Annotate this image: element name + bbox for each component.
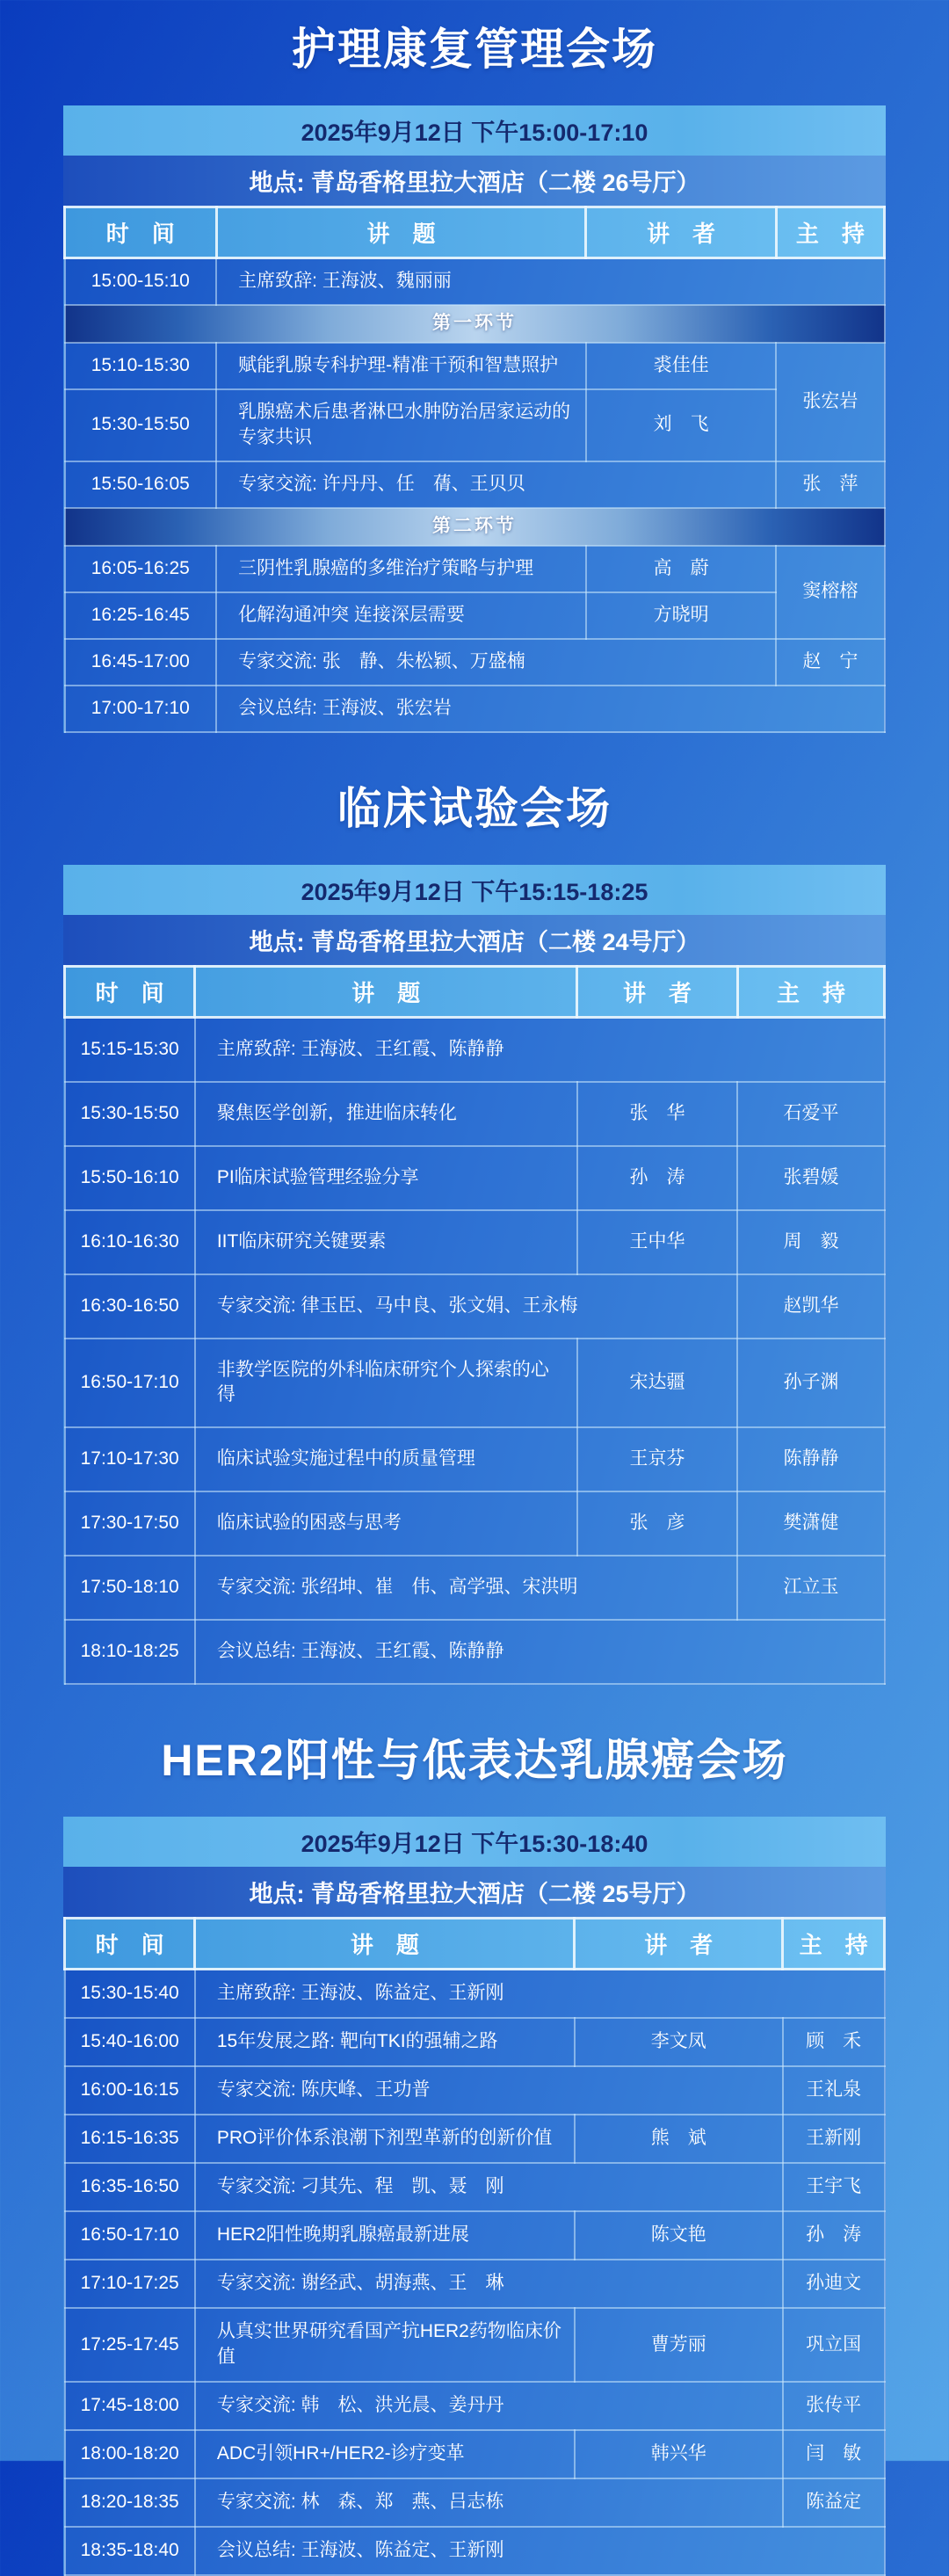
session-divider-row	[65, 305, 885, 343]
host-cell: 窦榕榕	[776, 546, 884, 639]
topic-cell: 主席致辞: 王海波、陈益定、王新刚	[195, 1970, 885, 2018]
topic-cell: PRO评价体系浪潮下剂型革新的创新价值	[195, 2115, 575, 2163]
venue-section-clinical-trials	[0, 782, 949, 1686]
time-cell: 15:10-15:30	[65, 343, 217, 389]
column-header-speaker: 讲 者	[575, 1919, 783, 1970]
speaker-cell: 韩兴华	[575, 2430, 783, 2478]
topic-cell: 专家交流: 律玉臣、马中良、张文娟、王永梅	[195, 1274, 738, 1339]
column-header-host: 主 持	[737, 966, 884, 1017]
column-header-time: 时 间	[65, 966, 195, 1017]
agenda-row	[65, 2066, 885, 2115]
time-cell: 15:50-16:10	[65, 1146, 195, 1210]
host-cell: 樊潇健	[737, 1491, 884, 1556]
agenda-table	[63, 206, 886, 733]
topic-cell: 聚焦医学创新，推进临床转化	[195, 1082, 577, 1146]
venue-location: 地点: 青岛香格里拉大酒店（二楼 24号厅）	[63, 915, 886, 965]
venue-date: 2025年9月12日 下午15:30-18:40	[63, 1817, 886, 1867]
agenda-row	[65, 461, 885, 508]
topic-cell: 会议总结: 王海波、陈益定、王新刚	[195, 2527, 885, 2575]
host-cell: 王新刚	[783, 2115, 885, 2163]
agenda-row	[65, 258, 885, 305]
topic-cell: 临床试验的困惑与思考	[195, 1491, 577, 1556]
column-header-time: 时 间	[65, 207, 217, 258]
agenda-row	[65, 2211, 885, 2260]
time-cell: 16:10-16:30	[65, 1210, 195, 1274]
session-label: 第一环节	[65, 305, 885, 343]
column-header-topic: 讲 题	[216, 207, 586, 258]
venue-card	[63, 1817, 886, 2576]
agenda-row	[65, 1146, 885, 1210]
time-cell: 16:25-16:45	[65, 592, 217, 639]
host-cell: 孙迪文	[783, 2260, 885, 2308]
topic-cell: 临床试验实施过程中的质量管理	[195, 1427, 577, 1491]
column-header-topic: 讲 题	[195, 1919, 575, 1970]
time-cell: 16:50-17:10	[65, 1339, 195, 1428]
agenda-row	[65, 1427, 885, 1491]
column-header-row	[65, 1919, 885, 1970]
topic-cell: ADC引领HR+/HER2-诊疗变革	[195, 2430, 575, 2478]
agenda-row	[65, 2478, 885, 2527]
time-cell: 15:15-15:30	[65, 1017, 195, 1081]
topic-cell: 15年发展之路: 靶向TKI的强辅之路	[195, 2018, 575, 2066]
topic-cell: 专家交流: 陈庆峰、王功普	[195, 2066, 783, 2115]
topic-cell: 专家交流: 韩 松、洪光晨、姜丹丹	[195, 2382, 783, 2430]
agenda-row	[65, 1970, 885, 2018]
topic-cell: IIT临床研究关键要素	[195, 1210, 577, 1274]
time-cell: 17:10-17:25	[65, 2260, 195, 2308]
time-cell: 15:30-15:40	[65, 1970, 195, 2018]
agenda-row	[65, 2018, 885, 2066]
host-cell: 周 毅	[737, 1210, 884, 1274]
agenda-row	[65, 1017, 885, 1081]
column-header-host: 主 持	[776, 207, 884, 258]
venue-card	[63, 865, 886, 1686]
topic-cell: 三阴性乳腺癌的多维治疗策略与护理	[216, 546, 586, 592]
time-cell: 16:35-16:50	[65, 2163, 195, 2211]
agenda-row	[65, 389, 885, 461]
host-cell: 张传平	[783, 2382, 885, 2430]
topic-cell: 专家交流: 张绍坤、崔 伟、高学强、宋洪明	[195, 1556, 738, 1620]
agenda-row	[65, 546, 885, 592]
column-header-speaker: 讲 者	[586, 207, 776, 258]
agenda-row	[65, 2163, 885, 2211]
time-cell: 16:00-16:15	[65, 2066, 195, 2115]
speaker-cell: 王中华	[577, 1210, 738, 1274]
time-cell: 15:50-16:05	[65, 461, 217, 508]
speaker-cell: 李文凤	[575, 2018, 783, 2066]
agenda-row	[65, 2527, 885, 2575]
agenda-row	[65, 592, 885, 639]
topic-cell: 专家交流: 林 森、郑 燕、吕志栋	[195, 2478, 783, 2527]
column-header-speaker: 讲 者	[577, 966, 738, 1017]
time-cell: 15:30-15:50	[65, 1082, 195, 1146]
column-header-host: 主 持	[783, 1919, 885, 1970]
agenda-table	[63, 965, 886, 1686]
speaker-cell: 张 华	[577, 1082, 738, 1146]
host-cell: 张碧媛	[737, 1146, 884, 1210]
host-cell: 孙子渊	[737, 1339, 884, 1428]
topic-cell: 主席致辞: 王海波、王红霞、陈静静	[195, 1017, 885, 1081]
time-cell: 16:05-16:25	[65, 546, 217, 592]
column-header-topic: 讲 题	[195, 966, 577, 1017]
host-cell: 王宇飞	[783, 2163, 885, 2211]
time-cell: 15:00-15:10	[65, 258, 217, 305]
agenda-row	[65, 1210, 885, 1274]
speaker-cell: 方晓明	[586, 592, 776, 639]
venue-section-nursing	[0, 23, 949, 733]
speaker-cell: 刘 飞	[586, 389, 776, 461]
session-divider-row	[65, 508, 885, 546]
session-label: 第二环节	[65, 508, 885, 546]
topic-cell: 会议总结: 王海波、王红霞、陈静静	[195, 1620, 885, 1684]
time-cell: 16:50-17:10	[65, 2211, 195, 2260]
agenda-table	[63, 1917, 886, 2576]
host-cell: 张 萍	[776, 461, 884, 508]
topic-cell: 专家交流: 谢经武、胡海燕、王 琳	[195, 2260, 783, 2308]
topic-cell: 非教学医院的外科临床研究个人探索的心得	[195, 1339, 577, 1428]
speaker-cell: 熊 斌	[575, 2115, 783, 2163]
host-cell: 赵凯华	[737, 1274, 884, 1339]
column-header-row	[65, 966, 885, 1017]
time-cell: 16:15-16:35	[65, 2115, 195, 2163]
time-cell: 17:45-18:00	[65, 2382, 195, 2430]
host-cell: 赵 宁	[776, 639, 884, 686]
topic-cell: 主席致辞: 王海波、魏丽丽	[216, 258, 884, 305]
speaker-cell: 高 蔚	[586, 546, 776, 592]
agenda-row	[65, 2430, 885, 2478]
speaker-cell: 王京芬	[577, 1427, 738, 1491]
speaker-cell: 张 彦	[577, 1491, 738, 1556]
agenda-row	[65, 1491, 885, 1556]
section-title: 护理康复管理会场	[292, 25, 657, 74]
topic-cell: 化解沟通冲突 连接深层需要	[216, 592, 586, 639]
venue-section-her2	[0, 1734, 949, 2576]
speaker-cell: 宋达疆	[577, 1339, 738, 1428]
topic-cell: 专家交流: 刁其先、程 凯、聂 刚	[195, 2163, 783, 2211]
host-cell: 闫 敏	[783, 2430, 885, 2478]
column-header-time: 时 间	[65, 1919, 195, 1970]
time-cell: 17:00-17:10	[65, 686, 217, 732]
speaker-cell: 裘佳佳	[586, 343, 776, 389]
host-cell: 陈静静	[737, 1427, 884, 1491]
topic-cell: 从真实世界研究看国产抗HER2药物临床价值	[195, 2308, 575, 2382]
host-cell: 石爱平	[737, 1082, 884, 1146]
topic-cell: PI临床试验管理经验分享	[195, 1146, 577, 1210]
time-cell: 17:30-17:50	[65, 1491, 195, 1556]
topic-cell: 专家交流: 张 静、朱松颖、万盛楠	[216, 639, 776, 686]
speaker-cell: 曹芳丽	[575, 2308, 783, 2382]
time-cell: 18:35-18:40	[65, 2527, 195, 2575]
time-cell: 17:50-18:10	[65, 1556, 195, 1620]
host-cell: 巩立国	[783, 2308, 885, 2382]
time-cell: 16:30-16:50	[65, 1274, 195, 1339]
agenda-row	[65, 1082, 885, 1146]
agenda-row	[65, 686, 885, 732]
agenda-row	[65, 343, 885, 389]
section-title: 临床试验会场	[337, 783, 612, 833]
agenda-row	[65, 2260, 885, 2308]
host-cell: 陈益定	[783, 2478, 885, 2527]
agenda-row	[65, 2308, 885, 2382]
host-cell: 江立玉	[737, 1556, 884, 1620]
venue-date: 2025年9月12日 下午15:15-18:25	[63, 865, 886, 915]
topic-cell: 乳腺癌术后患者淋巴水肿防治居家运动的专家共识	[216, 389, 586, 461]
time-cell: 17:10-17:30	[65, 1427, 195, 1491]
speaker-cell: 孙 涛	[577, 1146, 738, 1210]
agenda-row	[65, 1274, 885, 1339]
time-cell: 18:20-18:35	[65, 2478, 195, 2527]
time-cell: 18:10-18:25	[65, 1620, 195, 1684]
venue-card	[63, 105, 886, 733]
venue-date: 2025年9月12日 下午15:00-17:10	[63, 105, 886, 156]
topic-cell: 专家交流: 许丹丹、任 蒨、王贝贝	[216, 461, 776, 508]
agenda-row	[65, 1339, 885, 1428]
venue-location: 地点: 青岛香格里拉大酒店（二楼 25号厅）	[63, 1867, 886, 1917]
agenda-row	[65, 1620, 885, 1684]
venue-location: 地点: 青岛香格里拉大酒店（二楼 26号厅）	[63, 156, 886, 206]
topic-cell: HER2阳性晚期乳腺癌最新进展	[195, 2211, 575, 2260]
time-cell: 15:30-15:50	[65, 389, 217, 461]
host-cell: 张宏岩	[776, 343, 884, 461]
topic-cell: 赋能乳腺专科护理-精准干预和智慧照护	[216, 343, 586, 389]
host-cell: 孙 涛	[783, 2211, 885, 2260]
topic-cell: 会议总结: 王海波、张宏岩	[216, 686, 884, 732]
host-cell: 王礼泉	[783, 2066, 885, 2115]
agenda-row	[65, 1556, 885, 1620]
host-cell: 顾 禾	[783, 2018, 885, 2066]
agenda-row	[65, 2382, 885, 2430]
agenda-row	[65, 2115, 885, 2163]
speaker-cell: 陈文艳	[575, 2211, 783, 2260]
time-cell: 16:45-17:00	[65, 639, 217, 686]
column-header-row	[65, 207, 885, 258]
time-cell: 15:40-16:00	[65, 2018, 195, 2066]
time-cell: 18:00-18:20	[65, 2430, 195, 2478]
section-title: HER2阳性与低表达乳腺癌会场	[161, 1736, 788, 1786]
time-cell: 17:25-17:45	[65, 2308, 195, 2382]
agenda-row	[65, 639, 885, 686]
